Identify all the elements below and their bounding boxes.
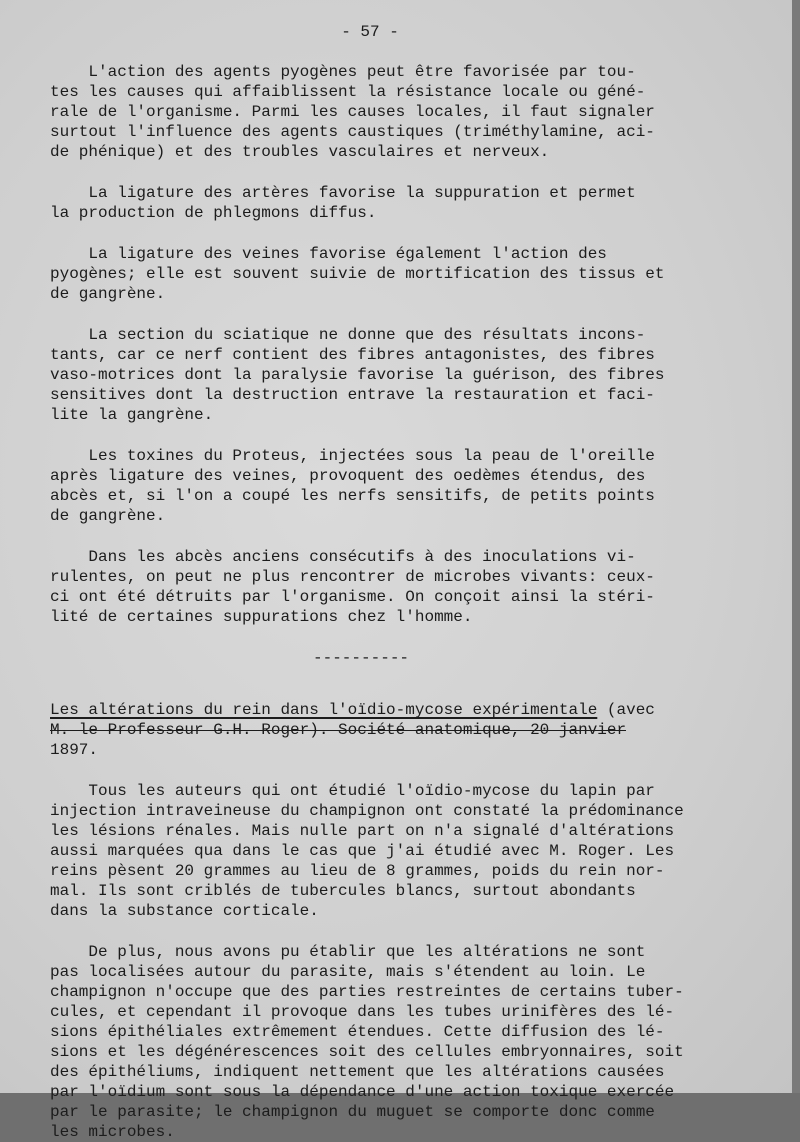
text-line: la production de phlegmons diffus. [50, 204, 377, 222]
page-number: - 57 - [341, 23, 399, 41]
text-line: cules, et cependant il provoque dans les tubes urinifères des lé- [50, 1003, 675, 1021]
text-line: dans la substance corticale. [50, 902, 319, 920]
text-line: sions épithéliales extrêmement étendues. Cette diffusion des lé- [50, 1023, 665, 1041]
text-line: de gangrène. [50, 285, 166, 303]
text-line: Tous les auteurs qui ont étudié l'oïdio-mycose du lapin par [50, 782, 655, 800]
text-line: champignon n'occupe que des parties restreintes de certains tuber- [50, 983, 684, 1001]
paragraph [50, 547, 730, 627]
paragraph-gap [50, 526, 730, 547]
text-line: tes les causes qui affaiblissent la résistance locale ou géné- [50, 83, 646, 101]
text-line: De plus, nous avons pu établir que les altérations ne sont [50, 943, 646, 961]
text-line: L'action des agents pyogènes peut être favorisée par tou- [50, 63, 636, 81]
text-line: reins pèsent 20 grammes au lieu de 8 grammes, poids du rein nor- [50, 862, 665, 880]
paragraph [50, 62, 730, 162]
paragraph [50, 183, 730, 223]
text-line: ci ont été détruits par l'organisme. On conçoit ainsi la stéri- [50, 588, 655, 606]
text-line: La ligature des veines favorise également l'action des [50, 245, 607, 263]
paragraph-gap [50, 921, 730, 942]
paragraph-gap [50, 760, 730, 781]
text-line: sions et les dégénérescences soit des cellules embryonnaires, soit [50, 1043, 684, 1061]
section-title-line [50, 700, 730, 720]
section-title-tail: (avec [597, 701, 655, 719]
text-line: vaso-motrices dont la paralysie favorise la guérison, des fibres [50, 366, 665, 384]
text-line: surtout l'influence des agents caustiques (triméthylamine, aci- [50, 123, 655, 141]
text-line: tants, car ce nerf contient des fibres antagonistes, des fibres [50, 346, 655, 364]
text-line: mal. Ils sont criblés de tubercules blancs, surtout abondants [50, 882, 636, 900]
text-line: de phénique) et des troubles vasculaires et nerveux. [50, 143, 550, 161]
paragraph [50, 781, 730, 921]
paragraph [50, 244, 730, 304]
paragraph-gap [50, 304, 730, 325]
section-gap [50, 668, 730, 700]
text-line: aussi marquées qua dans le cas que j'ai étudié avec M. Roger. Les [50, 842, 675, 860]
text-line: sensitives dont la destruction entrave la restauration et faci- [50, 386, 655, 404]
text-line: les lésions rénales. Mais nulle part on n'a signalé d'altérations [50, 822, 675, 840]
text-line: rale de l'organisme. Parmi les causes locales, il faut signaler [50, 103, 655, 121]
text-line: abcès et, si l'on a coupé les nerfs sensitifs, de petits points [50, 487, 655, 505]
text-line: par l'oïdium sont sous la dépendance d'une action toxique exercée [50, 1083, 675, 1101]
paragraph [50, 325, 730, 425]
paragraph-gap [50, 627, 730, 648]
section-heading [50, 700, 730, 760]
text-line: La ligature des artères favorise la suppuration et permet [50, 184, 636, 202]
body-text [50, 62, 730, 1142]
section-title-line [50, 720, 730, 740]
paragraph-gap [50, 425, 730, 446]
text-line: après ligature des veines, provoquent des oedèmes étendus, des [50, 467, 646, 485]
section-year: 1897. [50, 741, 99, 759]
paragraph [50, 446, 730, 526]
paragraph-gap [50, 223, 730, 244]
text-line: les microbes. [50, 1123, 175, 1141]
text-line: des épithéliums, indiquent nettement que les altérations causées [50, 1063, 665, 1081]
paragraph [50, 942, 730, 1142]
text-line: La section du sciatique ne donne que des résultats incons- [50, 326, 646, 344]
text-line: lité de certaines suppurations chez l'homme. [50, 608, 473, 626]
paragraph-gap [50, 162, 730, 183]
text-line: par le parasite; le champignon du muguet se comporte donc comme [50, 1103, 655, 1121]
text-line: lite la gangrène. [50, 406, 214, 424]
section-citation: M. le Professeur G.H. Roger). Société anatomique, 20 janvier [50, 721, 627, 739]
text-line: pyogènes; elle est souvent suivie de mortification des tissus et [50, 265, 665, 283]
text-line: Dans les abcès anciens consécutifs à des inoculations vi- [50, 548, 636, 566]
text-line: rulentes, on peut ne plus rencontrer de microbes vivants: ceux- [50, 568, 655, 586]
section-separator: ---------- [313, 649, 410, 667]
text-line: injection intraveineuse du champignon ont constaté la prédominance [50, 802, 684, 820]
text-line: Les toxines du Proteus, injectées sous la peau de l'oreille [50, 447, 655, 465]
section-title: Les altérations du rein dans l'oïdio-mycose expérimentale [50, 701, 598, 719]
text-line: de gangrène. [50, 507, 166, 525]
text-line: pas localisées autour du parasite, mais s'étendent au loin. Le [50, 963, 646, 981]
